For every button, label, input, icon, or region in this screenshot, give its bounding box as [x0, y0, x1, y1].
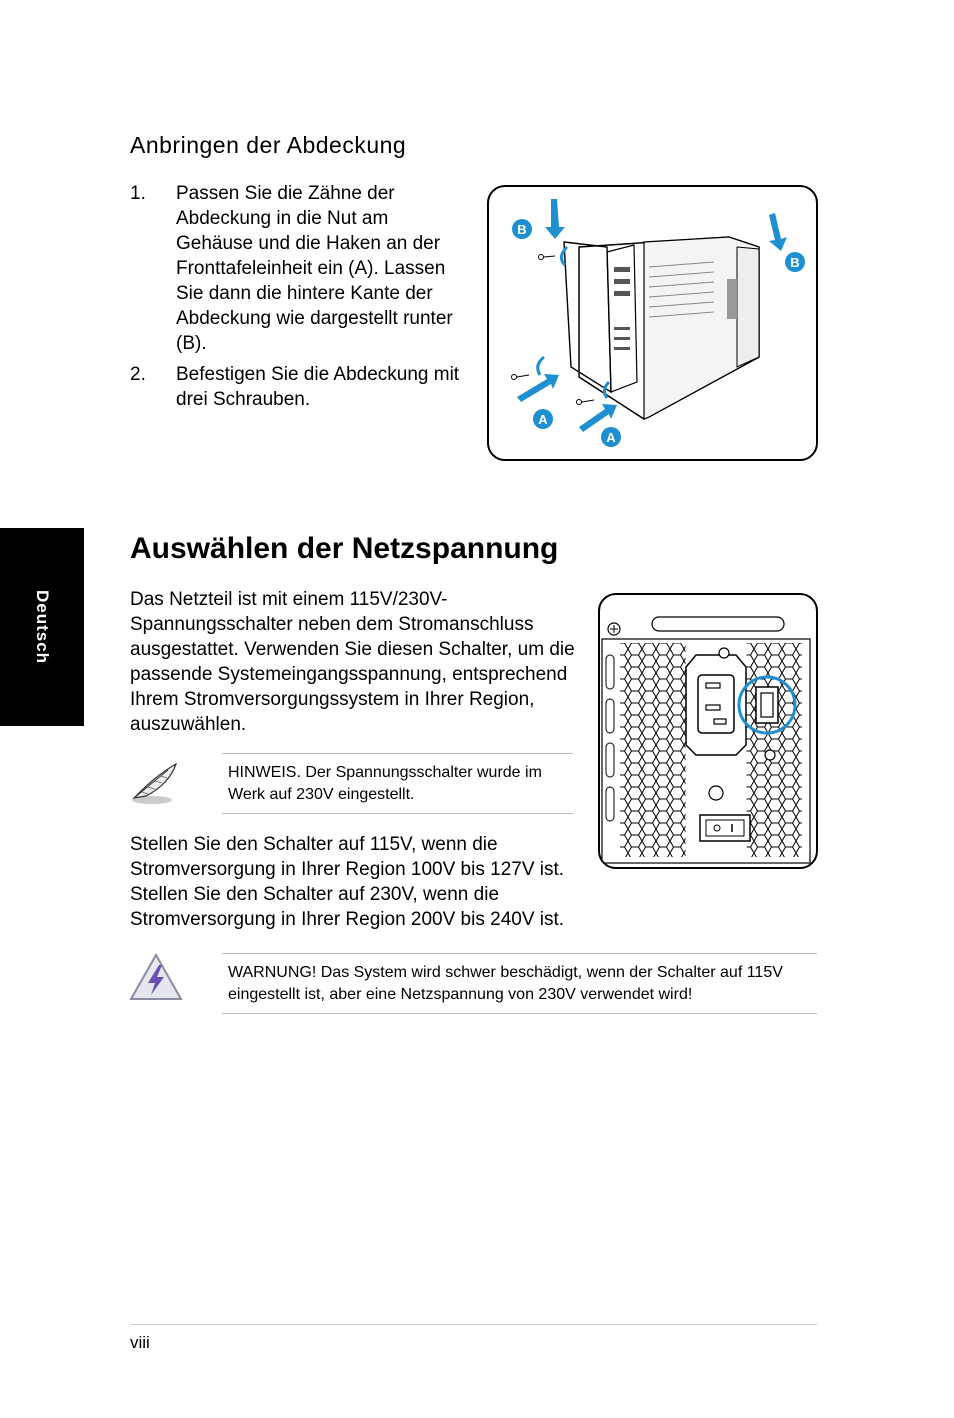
- power-supply-figure: [598, 593, 818, 869]
- chassis-illustration: [489, 187, 816, 459]
- note-text: HINWEIS. Der Spannungsschalter wurde im Werk auf 230V eingestellt.: [228, 764, 542, 803]
- warning-text: WARNUNG! Das System wird schwer beschädigt, wenn der Schalter auf 115V eingestellt ist, aber eine Netzspannung von 230V verwendet wird!: [228, 964, 783, 1003]
- label-a-left: A: [538, 412, 548, 427]
- psu-illustration: [600, 595, 816, 867]
- voltage-instruction-paragraph: Stellen Sie den Schalter auf 115V, wenn die Stromversorgung in Ihrer Region 100V bis 127V ist. Stellen Sie den Schalter auf 230V, wenn die Stromversorgung in Ihrer Region 200V bis 240V ist.: [130, 834, 565, 930]
- voltage-intro-paragraph: Das Netzteil ist mit einem 115V/230V-Spannungsschalter neben dem Stromanschluss ausgestattet. Verwenden Sie diesen Schalter, um die passende Systemeingangsspannung, entsprechend Ihrem Stromversorgungssystem in Ihrer Region, auszuwählen.: [130, 589, 575, 735]
- footer-divider: [130, 1324, 817, 1325]
- page-number: viii: [130, 1333, 150, 1352]
- note-icon: [128, 762, 184, 811]
- cover-steps-list: [130, 181, 460, 418]
- list-item: 2. Befestigen Sie die Abdeckung mit drei Schrauben.: [130, 364, 460, 410]
- warning-icon: [128, 951, 184, 1008]
- list-item: 1. Passen Sie die Zähne der Abdeckung in die Nut am Gehäuse und die Haken an der Fronttafeleinheit ein (A). Lassen Sie dann die hintere Kante der Abdeckung wie dargestellt runter (B).: [130, 183, 453, 354]
- section-heading-voltage: Auswählen der Netzspannung: [130, 532, 559, 565]
- language-tab: [0, 528, 84, 726]
- label-b-left: B: [517, 222, 527, 237]
- label-a-right: A: [606, 430, 616, 445]
- cover-installation-figure: [487, 185, 818, 461]
- label-b-right: B: [790, 255, 800, 270]
- warning-box: [222, 953, 817, 1014]
- language-tab-label: Deutsch: [33, 589, 52, 665]
- note-box: [222, 753, 573, 814]
- section-heading-cover: Anbringen der Abdeckung: [130, 132, 407, 158]
